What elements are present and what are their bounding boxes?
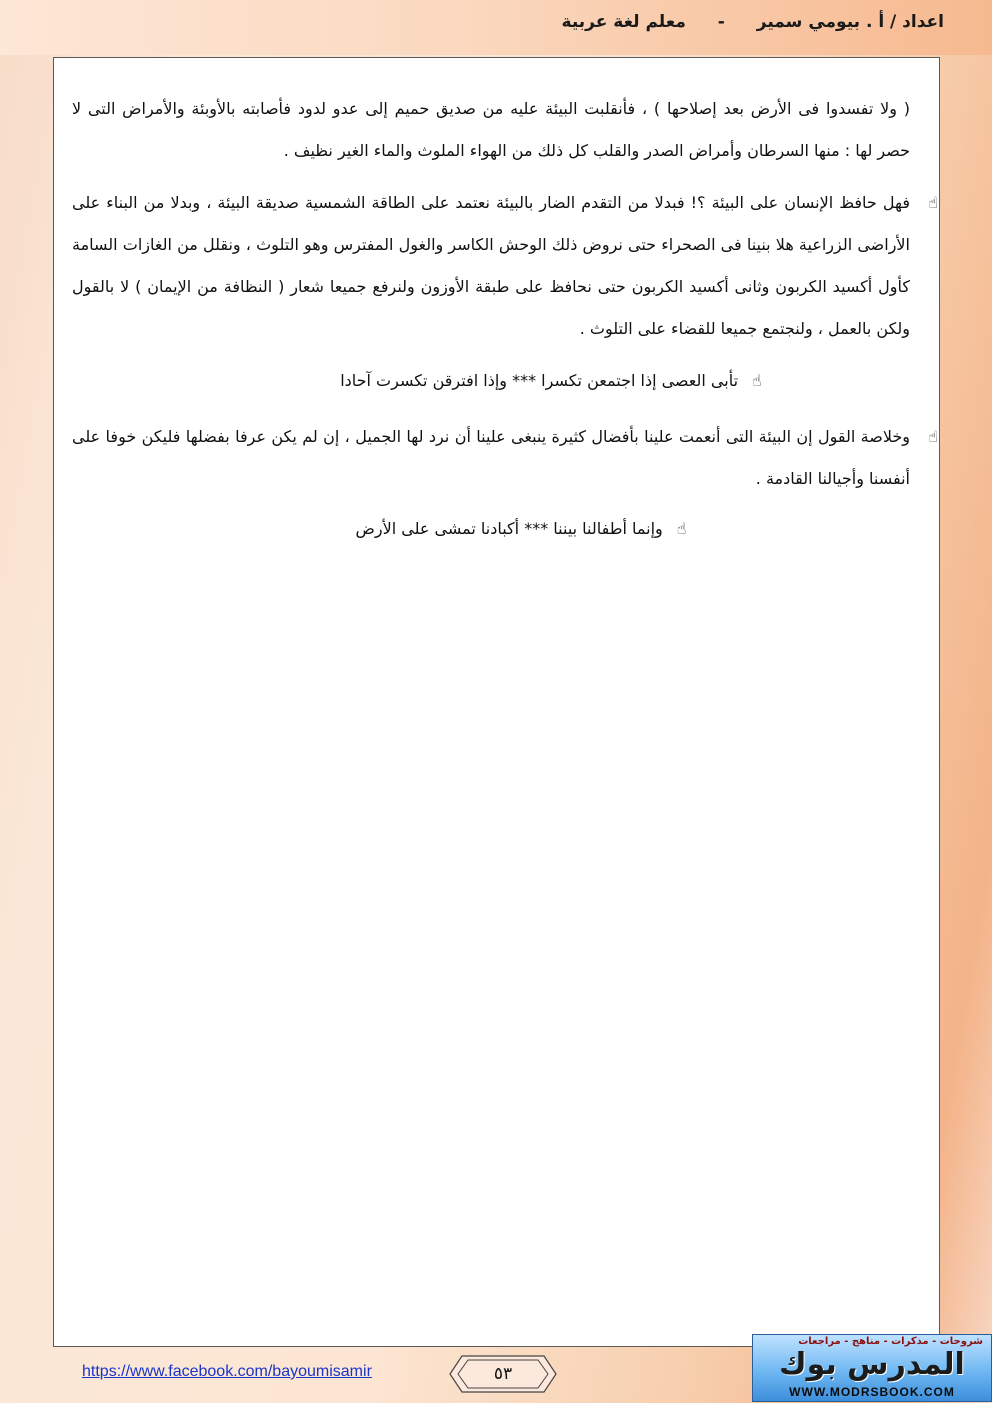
hand-pointing-icon: ☝ [928,427,938,446]
logo-tagline: شروحات - مذكرات - مناهج - مراجعات [798,1336,983,1347]
logo-name: المدرس بوك [779,1347,965,1382]
paragraph-3: وخلاصة القول إن البيئة التى أنعمت علينا بأفضال كثيرة ينبغى علينا أن نرد لها الجميل ، إن لم يكن عرفا بفضلها فليكن خوفا على أنفسنا وأجيالنا القادمة . [72,427,910,488]
header-author: اعداد / أ . بيومي سمير [756,12,944,32]
header-separator: - [717,12,725,32]
hand-pointing-icon: ☝ [928,193,938,212]
page-header [0,0,992,55]
page-content [72,88,938,558]
hand-pointing-icon: ☝ [752,371,762,390]
paragraph-2-block [72,182,938,350]
verse-2: وإنما أطفالنا بيننا *** أكبادنا تمشى على الأرض [355,519,663,538]
paragraph-1: ( ولا تفسدوا فى الأرض بعد إصلاحها ) ، فأنقلبت البيئة عليه من صديق حميم إلى عدو لدود فأصابته بالأوبئة والأمراض التى لا حصر لها : منها السرطان وأمراض الصدر والقلب كل ذلك من الهواء الملوث والماء الغير نظيف . [72,99,910,160]
page-number-tab [448,1354,558,1398]
verse-1: تأبى العصى إذا اجتمعن تكسرا *** وإذا افترقن تكسرت آحادا [340,371,739,390]
logo-url: WWW.MODRSBOOK.COM [789,1385,955,1399]
header-text [562,12,944,32]
verse-1-line [132,360,970,402]
verse-2-line [102,508,940,550]
paragraph-3-block [72,416,938,500]
hand-pointing-icon: ☝ [676,519,687,538]
facebook-link[interactable]: https://www.facebook.com/bayoumisamir [82,1363,372,1380]
paragraph-2: فهل حافظ الإنسان على البيئة ؟! فبدلا من التقدم الضار بالبيئة نعتمد على الطاقة الشمسية صديقة البيئة ، وبدلا من البناء على الأراضى الزراعية هلا بنينا فى الصحراء حتى نروض ذلك الوحش الكاسر والغول المفترس وهو التلوث ، ونقلل من الغازات السامة كأول أكسيد الكربون وثانى أكسيد الكربون حتى نحافظ على طبقة الأوزون ولنرفع جميعا شعار ( النظافة من الإيمان ) لا بالقول ولكن بالعمل ، ولنجتمع جميعا للقضاء على التلوث . [72,193,910,338]
header-role: معلم لغة عربية [561,12,686,32]
page-number: ٥٣ [493,1364,513,1384]
site-logo[interactable] [752,1334,992,1402]
